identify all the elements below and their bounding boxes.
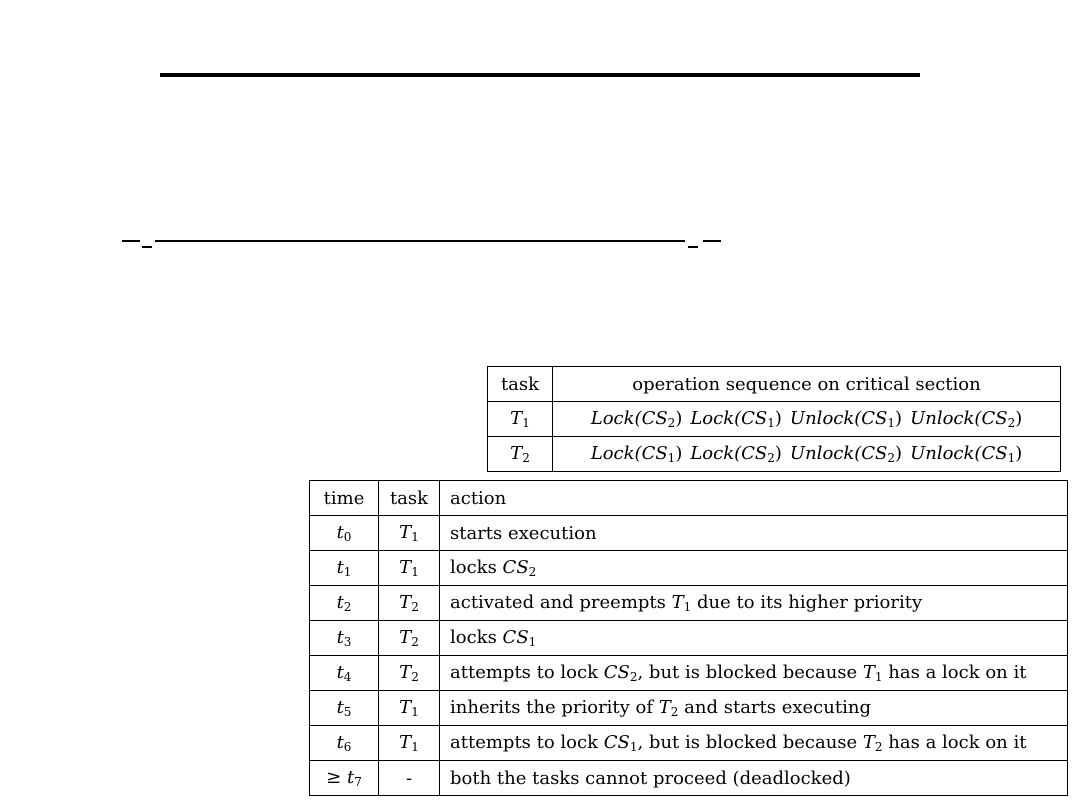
action-text: attempts to lock (450, 662, 604, 683)
time-symbol-base: t (336, 627, 344, 648)
timeline-row (310, 656, 1068, 691)
op-subscript: 2 (767, 451, 775, 465)
timeline-header-task: task (379, 481, 440, 516)
task-symbol-subscript: 2 (411, 635, 419, 649)
op-subscript: 1 (887, 416, 896, 430)
timeline-time-cell (310, 761, 379, 796)
op-subscript: 2 (1007, 416, 1016, 430)
op-task-cell (488, 437, 553, 472)
time-symbol (326, 767, 362, 788)
action-text: starts execution (450, 522, 597, 544)
task-symbol-base: T (399, 557, 412, 578)
time-symbol-base: t (336, 732, 344, 753)
task-symbol (399, 732, 419, 753)
op-close-paren: ) (774, 408, 782, 429)
action-math-subscript: 1 (629, 740, 638, 754)
time-symbol-base: t (336, 522, 344, 543)
task-symbol-base: T (399, 662, 412, 683)
action-text: has a lock on it (882, 732, 1027, 753)
task-symbol-base: T (399, 697, 412, 718)
timeline-row (310, 761, 1068, 796)
op-task-symbol-base: T (510, 408, 523, 429)
op-item (591, 408, 683, 429)
op-sequence-cell (553, 402, 1061, 437)
op-close-paren: ) (675, 443, 683, 464)
action-math (659, 697, 679, 718)
op-table-header-row (488, 367, 1061, 402)
action-math-base: CS (603, 662, 630, 683)
time-symbol-subscript: 0 (343, 530, 352, 544)
timeline-row (310, 621, 1068, 656)
op-task-symbol (510, 408, 530, 429)
action-math-subscript: 2 (670, 705, 679, 719)
timeline-task-cell (379, 691, 440, 726)
timeline-task-cell (379, 516, 440, 551)
timeline-table-body (310, 516, 1068, 796)
action-math (503, 627, 537, 648)
op-verb: Lock(CS (590, 408, 668, 429)
rule-tick-right-1 (688, 246, 698, 248)
action-math (672, 592, 692, 613)
time-symbol-base: t (336, 592, 344, 613)
task-symbol (399, 627, 419, 648)
op-item (790, 408, 902, 429)
timeline-header-row (310, 481, 1068, 516)
time-symbol (337, 557, 352, 578)
action-math (604, 732, 638, 753)
task-dash: - (405, 767, 413, 789)
rule-tick-left-1 (122, 240, 140, 242)
op-subscript: 2 (887, 451, 896, 465)
action-text: attempts to lock (450, 732, 604, 753)
timeline-action-cell (440, 621, 1068, 656)
op-verb: Unlock(CS (910, 443, 1008, 464)
action-math-subscript: 2 (528, 565, 537, 579)
action-math (863, 662, 883, 683)
action-math (503, 557, 537, 578)
op-item (790, 443, 902, 464)
time-symbol-base: ≥ t (326, 767, 355, 788)
op-close-paren: ) (895, 408, 903, 429)
timeline-row (310, 726, 1068, 761)
task-symbol-subscript: 1 (411, 530, 419, 544)
op-header-operations: operation sequence on critical section (553, 367, 1061, 402)
timeline-action-cell (440, 726, 1068, 761)
action-math-base: CS (603, 732, 630, 753)
action-math (863, 732, 883, 753)
timeline-header-time: time (310, 481, 379, 516)
timeline-time-cell (310, 516, 379, 551)
task-symbol-base: T (399, 732, 412, 753)
timeline-action-cell (440, 586, 1068, 621)
task-symbol (399, 662, 419, 683)
operation-sequence-table (487, 366, 1061, 472)
timeline-table (309, 480, 1068, 796)
action-math-base: T (671, 592, 684, 613)
time-symbol-subscript: 7 (354, 775, 362, 789)
action-text: inherits the priority of (450, 697, 659, 718)
action-text: activated and preempts (450, 592, 672, 613)
task-symbol-base: T (399, 627, 412, 648)
timeline-time-cell (310, 621, 379, 656)
action-math (604, 662, 638, 683)
op-verb: Lock(CS (690, 408, 768, 429)
timeline-row (310, 586, 1068, 621)
time-symbol-subscript: 3 (343, 635, 352, 649)
action-text: locks (450, 557, 503, 578)
op-header-task: task (488, 367, 553, 402)
op-table-row (488, 402, 1061, 437)
time-symbol-subscript: 2 (343, 600, 352, 614)
timeline-task-cell (379, 551, 440, 586)
top-rule (160, 73, 920, 77)
timeline-action-cell (440, 551, 1068, 586)
time-symbol (337, 592, 352, 613)
action-text: has a lock on it (882, 662, 1027, 683)
timeline-time-cell (310, 551, 379, 586)
rule-tick-right-2 (703, 240, 721, 242)
op-task-symbol-subscript: 1 (522, 416, 530, 430)
op-subscript: 1 (1007, 451, 1016, 465)
action-text: , but is blocked because (637, 662, 863, 683)
time-symbol (337, 662, 352, 683)
op-task-symbol (510, 443, 530, 464)
timeline-action-cell (440, 516, 1068, 551)
action-text: , but is blocked because (637, 732, 863, 753)
op-task-symbol-base: T (510, 443, 523, 464)
op-subscript: 1 (667, 451, 676, 465)
op-item (690, 443, 782, 464)
time-symbol-subscript: 6 (343, 740, 352, 754)
op-item (690, 408, 782, 429)
op-item (591, 443, 683, 464)
timeline-task-cell (379, 761, 440, 796)
time-symbol-subscript: 1 (343, 565, 352, 579)
op-verb: Unlock(CS (789, 408, 888, 429)
task-symbol-subscript: 2 (411, 670, 419, 684)
op-close-paren: ) (774, 443, 782, 464)
op-sequence-cell (553, 437, 1061, 472)
op-close-paren: ) (895, 443, 903, 464)
time-symbol-subscript: 4 (343, 670, 352, 684)
action-math-subscript: 2 (629, 670, 638, 684)
time-symbol-base: t (336, 557, 344, 578)
action-math-subscript: 1 (874, 670, 883, 684)
op-close-paren: ) (1015, 443, 1023, 464)
timeline-row (310, 516, 1068, 551)
action-math-base: CS (502, 627, 529, 648)
timeline-row (310, 551, 1068, 586)
action-math-base: T (862, 662, 875, 683)
task-symbol-subscript: 2 (411, 600, 419, 614)
time-symbol-base: t (336, 662, 344, 683)
action-math-base: CS (502, 557, 529, 578)
op-verb: Lock(CS (690, 443, 768, 464)
action-math-base: T (658, 697, 671, 718)
timeline-task-cell (379, 621, 440, 656)
timeline-task-cell (379, 586, 440, 621)
op-close-paren: ) (1015, 408, 1023, 429)
time-symbol (337, 732, 352, 753)
timeline-action-cell (440, 656, 1068, 691)
op-close-paren: ) (675, 408, 683, 429)
timeline-action-cell (440, 761, 1068, 796)
op-table-row (488, 437, 1061, 472)
task-symbol (399, 557, 419, 578)
time-symbol (337, 522, 352, 543)
op-verb: Lock(CS (590, 443, 668, 464)
op-task-cell (488, 402, 553, 437)
middle-rule (155, 240, 685, 242)
time-symbol (337, 697, 352, 718)
timeline-time-cell (310, 691, 379, 726)
task-symbol-base: T (399, 522, 412, 543)
time-symbol-subscript: 5 (343, 705, 352, 719)
timeline-task-cell (379, 656, 440, 691)
action-text: both the tasks cannot proceed (deadlocked) (450, 767, 851, 789)
op-subscript: 1 (767, 416, 775, 430)
action-math-subscript: 1 (683, 600, 692, 614)
op-item (910, 408, 1022, 429)
task-symbol (399, 697, 419, 718)
rule-tick-left-2 (142, 246, 152, 248)
timeline-time-cell (310, 726, 379, 761)
timeline-time-cell (310, 656, 379, 691)
op-table-body (488, 402, 1061, 472)
task-symbol (399, 522, 419, 543)
action-text: due to its higher priority (691, 592, 923, 613)
action-text: locks (450, 627, 503, 648)
action-text: and starts executing (678, 697, 871, 718)
op-verb: Unlock(CS (910, 408, 1008, 429)
op-item (910, 443, 1022, 464)
timeline-header-action: action (440, 481, 1068, 516)
op-subscript: 2 (667, 416, 676, 430)
action-math-subscript: 1 (528, 635, 537, 649)
task-symbol-base: T (399, 592, 412, 613)
action-math-base: T (862, 732, 875, 753)
task-symbol-subscript: 1 (411, 565, 419, 579)
timeline-task-cell (379, 726, 440, 761)
task-symbol-subscript: 1 (411, 740, 419, 754)
timeline-action-cell (440, 691, 1068, 726)
task-symbol (399, 592, 419, 613)
time-symbol (337, 627, 352, 648)
timeline-time-cell (310, 586, 379, 621)
timeline-row (310, 691, 1068, 726)
op-verb: Unlock(CS (789, 443, 888, 464)
action-math-subscript: 2 (874, 740, 883, 754)
time-symbol-base: t (336, 697, 344, 718)
task-symbol-subscript: 1 (411, 705, 419, 719)
op-task-symbol-subscript: 2 (522, 451, 530, 465)
